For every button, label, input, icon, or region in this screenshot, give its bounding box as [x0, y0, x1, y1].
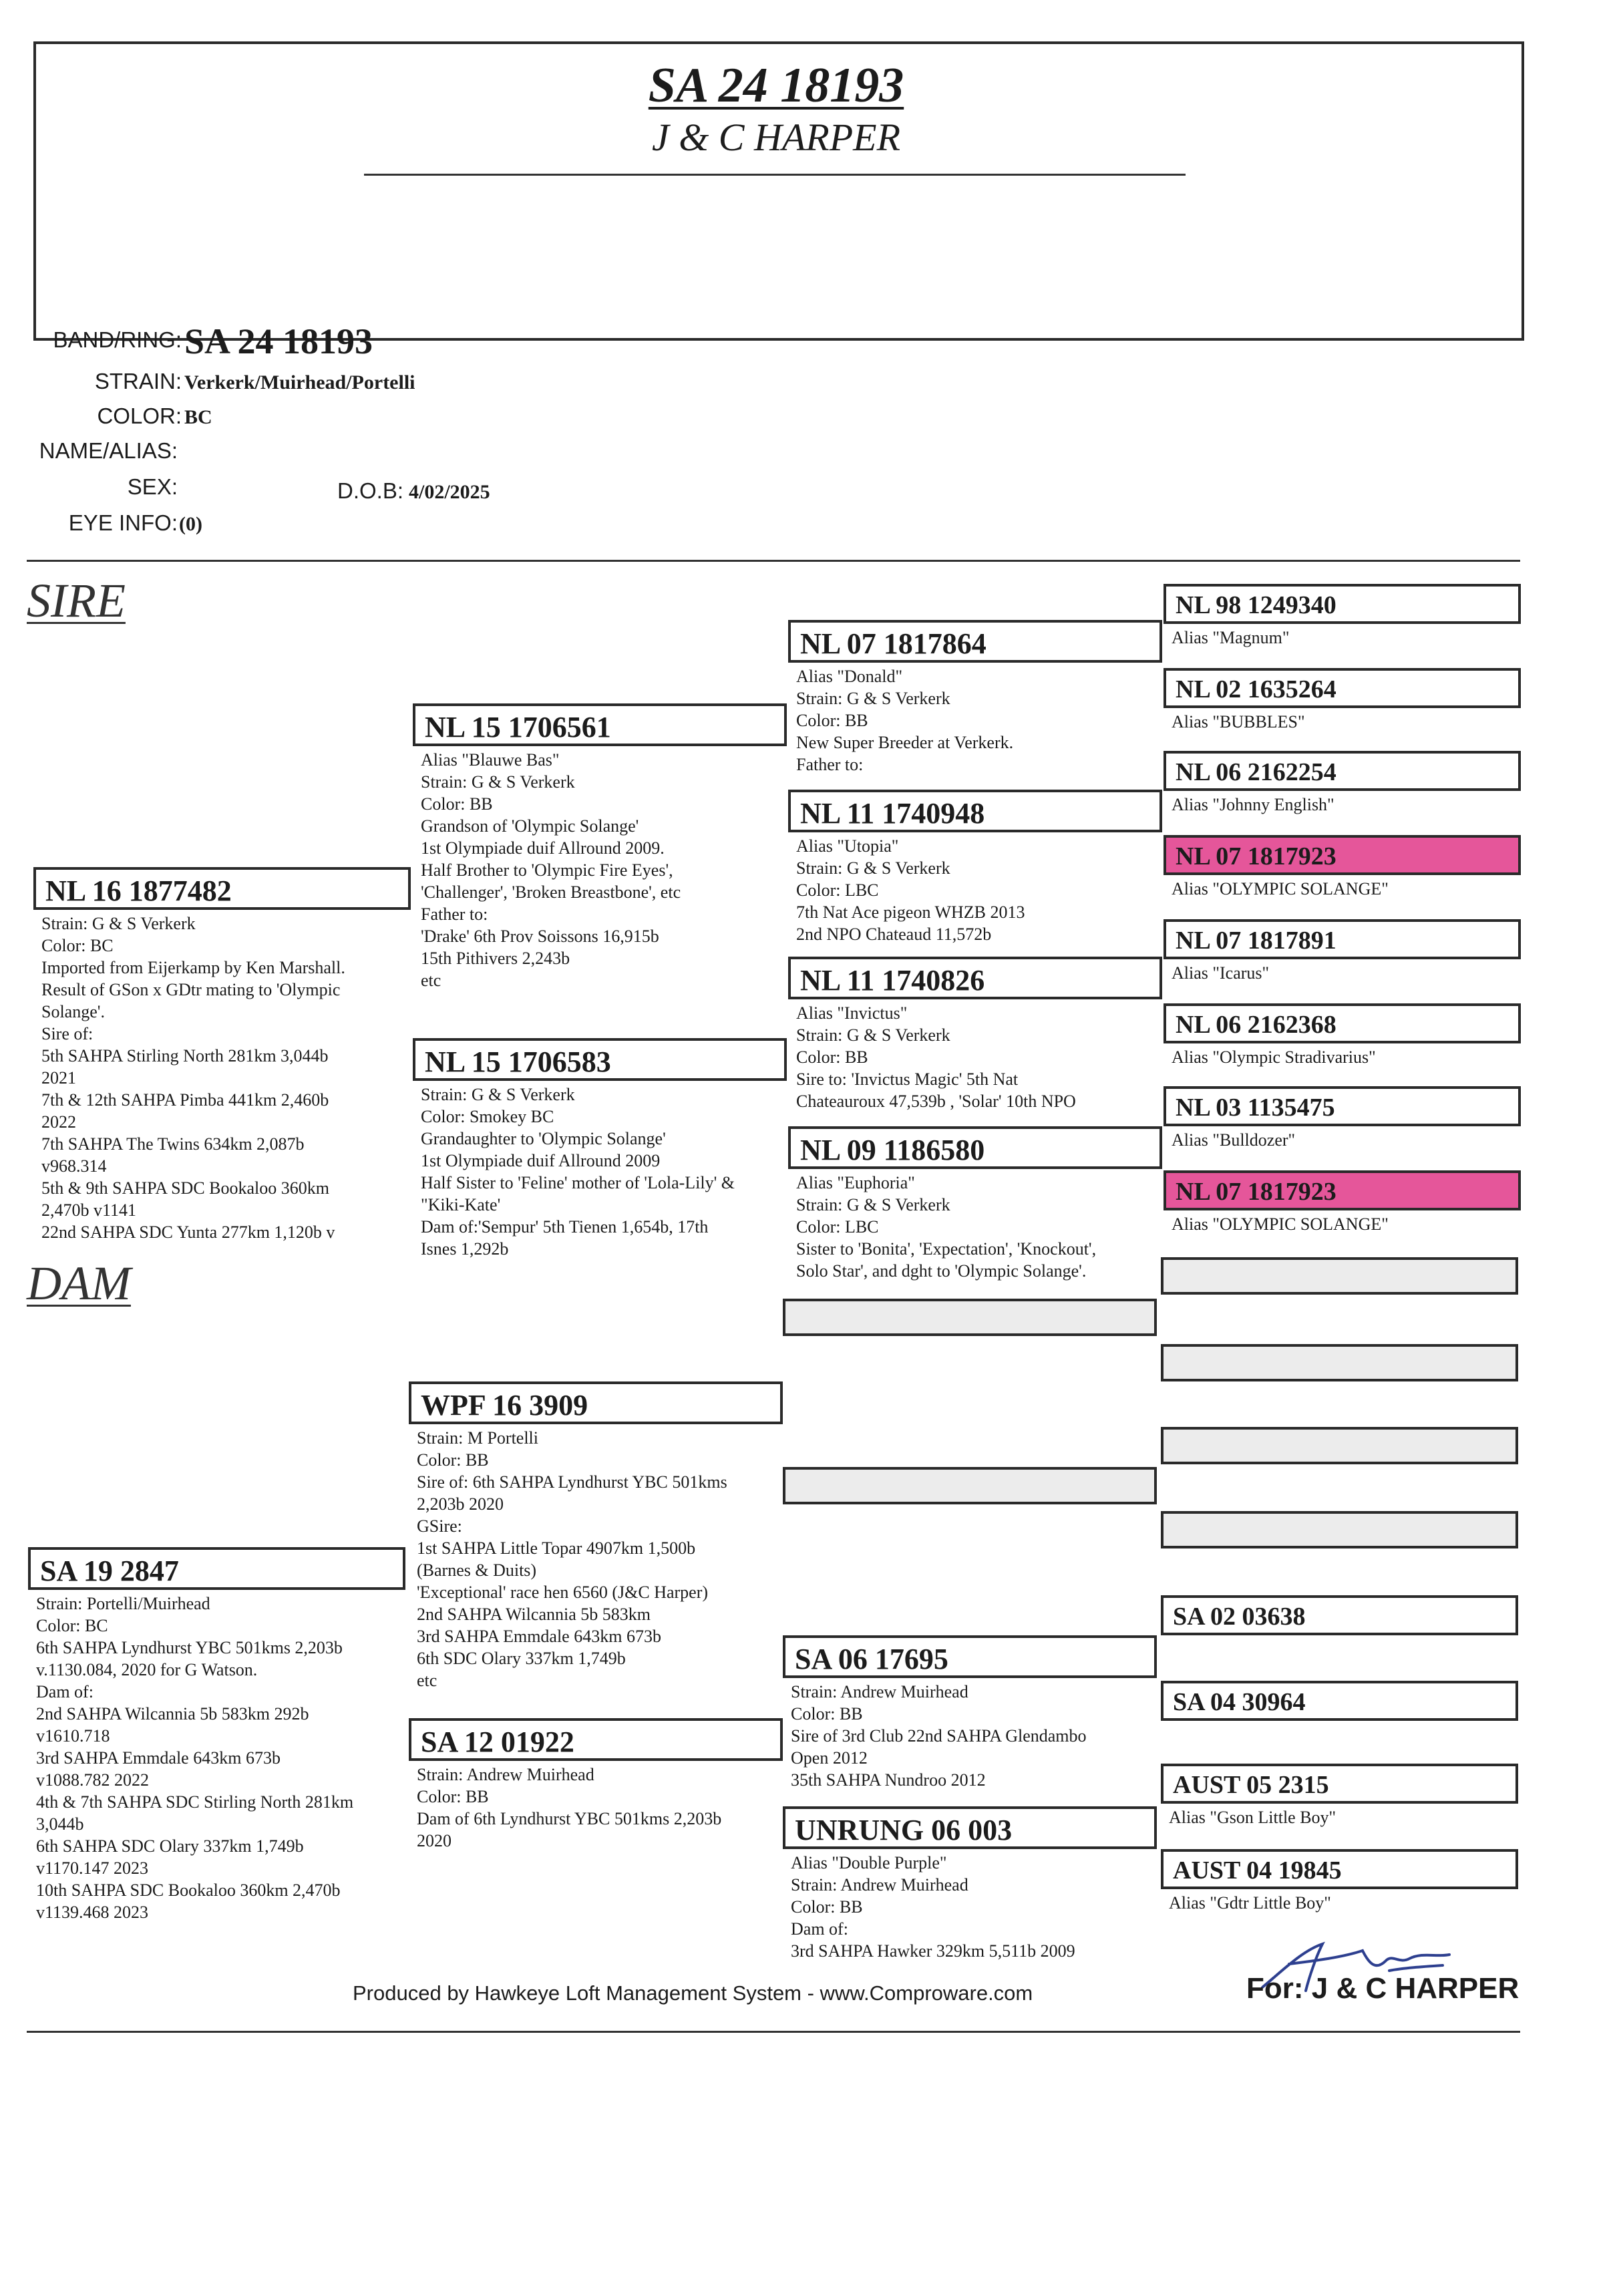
pedigree-line: Sire of: 6th SAHPA Lyndhurst YBC 501kms	[417, 1472, 727, 1492]
pedigree-line: Color: LBC	[796, 1217, 879, 1237]
dob-label: D.O.B:	[337, 478, 404, 503]
pedigree-line: Father to:	[421, 905, 488, 924]
title-owner: J & C HARPER	[651, 116, 901, 159]
pedigree-line: 7th & 12th SAHPA Pimba 441km 2,460b	[41, 1090, 329, 1110]
dam-sire-card	[409, 1381, 783, 1691]
g4-ring: AUST 04 19845	[1161, 1849, 1518, 1889]
pedigree-line: 2nd SAHPA Wilcannia 5b 583km 292b	[36, 1704, 309, 1724]
g4-alias: Alias "OLYMPIC SOLANGE"	[1172, 1214, 1389, 1234]
color-label: COLOR:	[97, 403, 182, 428]
pedigree-line: Strain: Portelli/Muirhead	[36, 1594, 210, 1613]
dss-empty-box	[783, 1299, 1157, 1336]
g4-alias: Alias "Johnny English"	[1172, 795, 1334, 814]
dam-sire-details	[409, 1424, 783, 1691]
g4-alias: Alias "Gdtr Little Boy"	[1169, 1893, 1331, 1913]
pedigree-line: 2,470b v1141	[41, 1200, 137, 1220]
color-value: BC	[184, 406, 212, 428]
ddd-details	[783, 1849, 1157, 1962]
sds-details	[788, 999, 1162, 1112]
dam-sire-ring: WPF 16 3909	[409, 1381, 783, 1424]
pedigree-line: Color: BB	[791, 1897, 863, 1917]
pedigree-line: Dam of 6th Lyndhurst YBC 501kms 2,203b	[417, 1809, 722, 1828]
g4-card	[1164, 919, 1521, 984]
sire-details	[33, 910, 411, 1243]
pedigree-line: 3,044b	[36, 1814, 84, 1834]
pedigree-line: Color: BB	[421, 794, 493, 814]
pedigree-line: 6th SAHPA SDC Olary 337km 1,749b	[36, 1836, 304, 1856]
pedigree-line: Color: BB	[417, 1787, 489, 1806]
g4-empty-box	[1161, 1427, 1518, 1464]
pedigree-line: 'Challenger', 'Broken Breastbone', etc	[421, 882, 681, 902]
g4-ring: NL 07 1817891	[1164, 919, 1521, 959]
pedigree-line: 4th & 7th SAHPA SDC Stirling North 281km	[36, 1792, 354, 1812]
pedigree-line: Strain: G & S Verkerk	[421, 772, 575, 792]
pedigree-line: Color: BB	[417, 1450, 489, 1470]
g4-ring: AUST 05 2315	[1161, 1764, 1518, 1804]
ssd-ring: NL 11 1740948	[788, 790, 1162, 832]
band-value: SA 24 18193	[184, 321, 373, 361]
pedigree-line: Color: BC	[41, 936, 114, 955]
pedigree-line: Strain: G & S Verkerk	[41, 914, 196, 933]
g4-card	[1164, 668, 1521, 733]
g4-alias: Alias "Icarus"	[1172, 963, 1270, 983]
pedigree-line: 10th SAHPA SDC Bookaloo 360km 2,470b	[36, 1880, 341, 1900]
pedigree-line: Strain: G & S Verkerk	[796, 689, 950, 708]
g4-ring: NL 07 1817923	[1164, 835, 1521, 875]
pedigree-line: Chateauroux 47,539b , 'Solar' 10th NPO	[796, 1092, 1076, 1111]
pedigree-line: Strain: G & S Verkerk	[421, 1085, 575, 1104]
pedigree-line: Color: BB	[791, 1704, 863, 1724]
sss-details	[788, 663, 1162, 776]
pedigree-line: Alias "Utopia"	[796, 836, 899, 856]
pedigree-line: Half Sister to 'Feline' mother of 'Lola-Lily' &	[421, 1173, 735, 1192]
sire-sire-ring: NL 15 1706561	[413, 703, 787, 746]
dsd-empty-box	[783, 1467, 1157, 1504]
eye-info-label: EYE INFO:	[68, 510, 178, 535]
sdd-ring: NL 09 1186580	[788, 1126, 1162, 1169]
pedigree-line: Dam of:	[791, 1919, 848, 1939]
sdd-details	[788, 1169, 1162, 1282]
g4-card	[1161, 1764, 1518, 1828]
pedigree-line: Isnes 1,292b	[421, 1239, 509, 1259]
pedigree-line: 1st Olympiade duif Allround 2009	[421, 1151, 661, 1170]
ddd-ring: UNRUNG 06 003	[783, 1806, 1157, 1849]
pedigree-line: v1610.718	[36, 1726, 110, 1746]
pedigree-line: (Barnes & Duits)	[417, 1561, 537, 1580]
dam-dam-card	[409, 1718, 783, 1852]
ssd-card	[788, 790, 1162, 945]
pedigree-line: GSire:	[417, 1516, 462, 1536]
g4-ring: NL 06 2162368	[1164, 1003, 1521, 1043]
pedigree-line: Strain: Andrew Muirhead	[417, 1765, 594, 1784]
sire-sire-card	[413, 703, 787, 991]
pedigree-line: Grandaughter to 'Olympic Solange'	[421, 1129, 666, 1148]
g4-alias: Alias "BUBBLES"	[1172, 712, 1305, 731]
pedigree-line: 15th Pithivers 2,243b	[421, 949, 570, 968]
g4-card	[1164, 751, 1521, 816]
g4-empty-box	[1161, 1511, 1518, 1548]
pedigree-line: 3rd SAHPA Hawker 329km 5,511b 2009	[791, 1941, 1075, 1961]
title-divider	[364, 174, 1186, 176]
pedigree-line: 35th SAHPA Nundroo 2012	[791, 1770, 986, 1790]
sire-card	[33, 867, 411, 1243]
sss-ring: NL 07 1817864	[788, 620, 1162, 663]
g4-empty-box	[1161, 1344, 1518, 1381]
sire-dam-details	[413, 1081, 787, 1260]
title-ring-number: SA 24 18193	[648, 58, 904, 113]
sire-dam-card	[413, 1038, 787, 1260]
g4-card	[1164, 1003, 1521, 1068]
sss-card	[788, 620, 1162, 776]
name-label: NAME/ALIAS:	[39, 438, 178, 463]
pedigree-line: Half Brother to 'Olympic Fire Eyes',	[421, 860, 673, 880]
dob-value: 4/02/2025	[409, 481, 490, 503]
footer-owner: For: J & C HARPER	[1246, 1972, 1519, 2005]
g4-ring: NL 98 1249340	[1164, 584, 1521, 624]
pedigree-line: etc	[417, 1671, 437, 1690]
pedigree-line: Strain: M Portelli	[417, 1428, 538, 1448]
dam-card	[28, 1547, 405, 1923]
pedigree-line: Grandson of 'Olympic Solange'	[421, 816, 639, 836]
pedigree-line: Sire to: 'Invictus Magic' 5th Nat	[796, 1070, 1019, 1089]
pedigree-line: Dam of:	[36, 1682, 94, 1701]
pedigree-line: 3rd SAHPA Emmdale 643km 673b	[417, 1627, 661, 1646]
sex-label: SEX:	[127, 474, 178, 499]
pedigree-line: Color: Smokey BC	[421, 1107, 554, 1126]
pedigree-line: Solange'.	[41, 1002, 105, 1021]
g4-card	[1161, 1681, 1518, 1721]
g4-ring: NL 06 2162254	[1164, 751, 1521, 791]
g4-alias: Alias "Magnum"	[1172, 628, 1290, 647]
dam-details	[28, 1590, 405, 1923]
pedigree-line: etc	[421, 971, 441, 990]
pedigree-line: New Super Breeder at Verkerk.	[796, 733, 1014, 752]
g4-card	[1164, 584, 1521, 649]
pedigree-line: Sire of:	[41, 1024, 94, 1043]
pedigree-line: 3rd SAHPA Emmdale 643km 673b	[36, 1748, 281, 1768]
sds-card	[788, 957, 1162, 1112]
dds-details	[783, 1678, 1157, 1791]
pedigree-line: Alias "Euphoria"	[796, 1173, 915, 1192]
pedigree-line: 7th SAHPA The Twins 634km 2,087b	[41, 1134, 305, 1154]
sds-ring: NL 11 1740826	[788, 957, 1162, 999]
pedigree-line: Alias "Invictus"	[796, 1003, 908, 1023]
pedigree-line: 1st SAHPA Little Topar 4907km 1,500b	[417, 1538, 696, 1558]
pedigree-line: 1st Olympiade duif Allround 2009.	[421, 838, 665, 858]
dds-card	[783, 1635, 1157, 1791]
pedigree-line: Sire of 3rd Club 22nd SAHPA Glendambo	[791, 1726, 1087, 1746]
footer-divider	[27, 2031, 1520, 2033]
pedigree-line: Solo Star', and dght to 'Olympic Solange'.	[796, 1261, 1087, 1281]
pedigree-line: v1088.782 2022	[36, 1770, 149, 1790]
pedigree-line: Imported from Eijerkamp by Ken Marshall.	[41, 958, 345, 977]
pedigree-line: 2022	[41, 1112, 76, 1132]
pedigree-line: 2nd NPO Chateaud 11,572b	[796, 925, 992, 944]
dam-dam-ring: SA 12 01922	[409, 1718, 783, 1761]
g4-alias: Alias "OLYMPIC SOLANGE"	[1172, 879, 1389, 898]
pedigree-line: "Kiki-Kate'	[421, 1195, 501, 1214]
g4-ring: SA 02 03638	[1161, 1595, 1518, 1635]
pedigree-line: Strain: G & S Verkerk	[796, 858, 950, 878]
pedigree-line: Color: BB	[796, 711, 868, 730]
pedigree-line: Father to:	[796, 755, 864, 774]
strain-label: STRAIN:	[94, 369, 182, 393]
pedigree-line: Alias "Blauwe Bas"	[421, 750, 560, 770]
pedigree-line: 'Exceptional' race hen 6560 (J&C Harper)	[417, 1583, 709, 1602]
sire-dam-ring: NL 15 1706583	[413, 1038, 787, 1081]
g4-alias: Alias "Gson Little Boy"	[1169, 1808, 1336, 1827]
pedigree-line: v.1130.084, 2020 for G Watson.	[36, 1660, 258, 1679]
pedigree-line: Strain: G & S Verkerk	[796, 1025, 950, 1045]
g4-ring: NL 03 1135475	[1164, 1086, 1521, 1126]
pedigree-line: Strain: Andrew Muirhead	[791, 1682, 968, 1701]
dam-dam-details	[409, 1761, 783, 1852]
pedigree-line: Alias "Double Purple"	[791, 1853, 947, 1872]
sdd-card	[788, 1126, 1162, 1282]
pedigree-line: Color: BB	[796, 1047, 868, 1067]
g4-ring: NL 02 1635264	[1164, 668, 1521, 708]
info-divider	[27, 560, 1520, 562]
pedigree-line: 22nd SAHPA SDC Yunta 277km 1,120b v	[41, 1222, 335, 1242]
pedigree-line: Open 2012	[791, 1748, 868, 1768]
pedigree-line: 2020	[417, 1831, 452, 1850]
pedigree-line: 5th SAHPA Stirling North 281km 3,044b	[41, 1046, 329, 1065]
pedigree-line: 2,203b 2020	[417, 1494, 504, 1514]
g4-card-highlighted	[1164, 835, 1521, 900]
g4-card-highlighted	[1164, 1170, 1521, 1235]
pedigree-line: 6th SAHPA Lyndhurst YBC 501kms 2,203b	[36, 1638, 343, 1657]
pedigree-line: Color: BC	[36, 1616, 108, 1635]
pedigree-line: 2021	[41, 1068, 76, 1088]
g4-ring: NL 07 1817923	[1164, 1170, 1521, 1210]
dam-heading: DAM	[27, 1257, 131, 1310]
g4-card	[1161, 1849, 1518, 1914]
pedigree-line: 7th Nat Ace pigeon WHZB 2013	[796, 903, 1025, 922]
sire-heading: SIRE	[27, 574, 126, 627]
pedigree-line: Result of GSon x GDtr mating to 'Olympic	[41, 980, 341, 999]
pedigree-line: v968.314	[41, 1156, 107, 1176]
pedigree-line: Dam of:'Sempur' 5th Tienen 1,654b, 17th	[421, 1217, 709, 1237]
g4-card	[1164, 1086, 1521, 1151]
band-label: BAND/RING:	[53, 327, 182, 352]
pedigree-line: Sister to 'Bonita', 'Expectation', 'Knockout',	[796, 1239, 1097, 1259]
dam-ring: SA 19 2847	[28, 1547, 405, 1590]
pedigree-line: 6th SDC Olary 337km 1,749b	[417, 1649, 626, 1668]
pedigree-line: Alias "Donald"	[796, 667, 903, 686]
pedigree-line: v1139.468 2023	[36, 1903, 149, 1922]
eye-info-value: (0)	[179, 513, 202, 535]
g4-alias: Alias "Bulldozer"	[1172, 1130, 1296, 1150]
ddd-card	[783, 1806, 1157, 1962]
pedigree-line: 5th & 9th SAHPA SDC Bookaloo 360km	[41, 1178, 330, 1198]
pedigree-line: Color: LBC	[796, 880, 879, 900]
g4-empty-box	[1161, 1257, 1518, 1295]
sire-sire-details	[413, 746, 787, 991]
pedigree-line: v1170.147 2023	[36, 1858, 149, 1878]
pedigree-line: Strain: G & S Verkerk	[796, 1195, 950, 1214]
pedigree-line: Strain: Andrew Muirhead	[791, 1875, 968, 1895]
sire-ring: NL 16 1877482	[33, 867, 411, 910]
g4-card	[1161, 1595, 1518, 1635]
g4-alias: Alias "Olympic Stradivarius"	[1172, 1047, 1376, 1067]
pedigree-line: 'Drake' 6th Prov Soissons 16,915b	[421, 927, 659, 946]
pedigree-line: 2nd SAHPA Wilcannia 5b 583km	[417, 1605, 651, 1624]
dds-ring: SA 06 17695	[783, 1635, 1157, 1678]
g4-ring: SA 04 30964	[1161, 1681, 1518, 1721]
strain-value: Verkerk/Muirhead/Portelli	[184, 371, 415, 393]
footer-produced-by: Produced by Hawkeye Loft Management System - www.Comproware.com	[353, 1981, 1033, 2005]
ssd-details	[788, 832, 1162, 945]
